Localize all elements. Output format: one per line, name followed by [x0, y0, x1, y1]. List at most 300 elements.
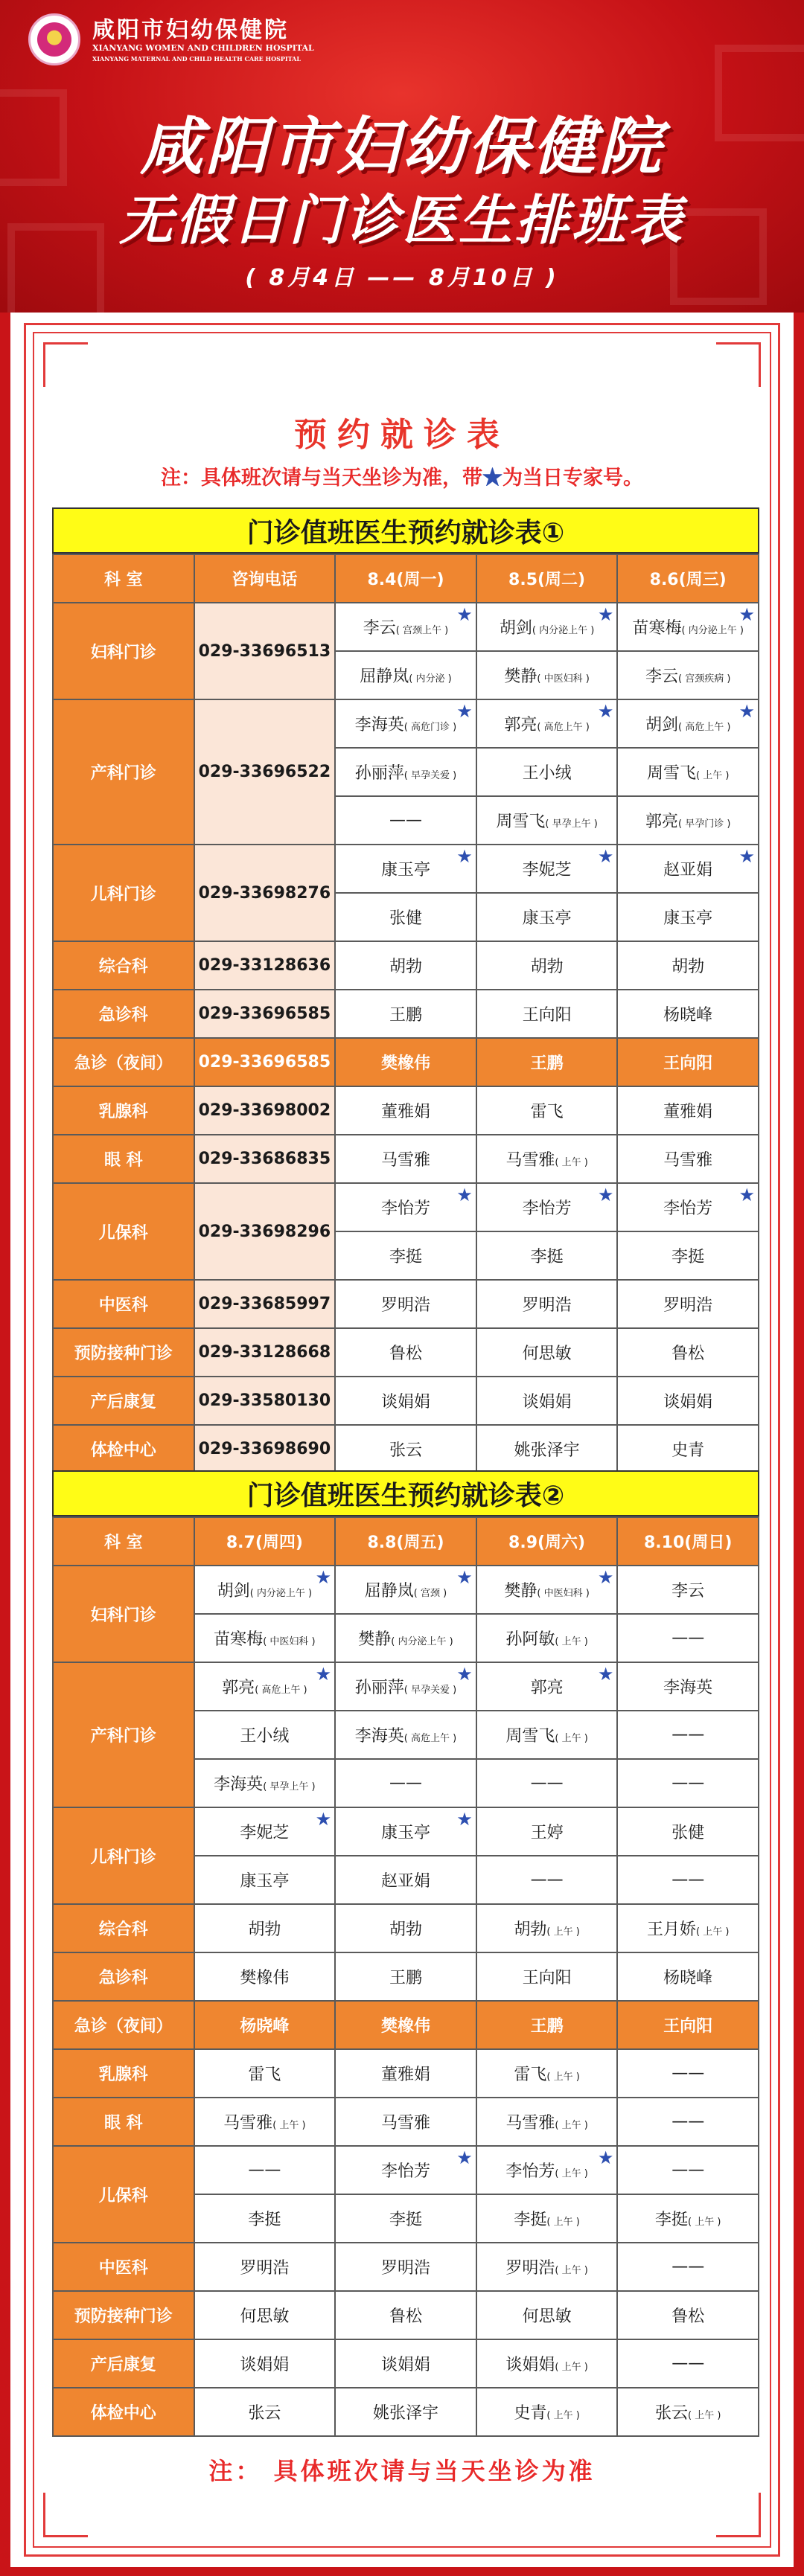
doctor-name: 樊橡伟	[380, 1054, 430, 1073]
doctor-cell	[194, 1711, 336, 1759]
frame-corner	[716, 2493, 761, 2537]
department-cell: 产科门诊	[53, 1662, 194, 1807]
column-header: 科 室	[53, 554, 194, 603]
doctor-cell	[194, 2291, 336, 2339]
doctor-cell	[617, 1086, 759, 1135]
doctor-note: ( 上午 )	[695, 1926, 730, 1938]
doctor-cell	[476, 1566, 618, 1614]
doctor-cell	[476, 1135, 618, 1183]
doctor-cell	[476, 1377, 618, 1425]
doctor-cell	[476, 796, 618, 845]
schedule-grid	[52, 1516, 759, 2437]
doctor-cell	[335, 990, 476, 1038]
doctor-name: 周雪飞	[496, 813, 546, 831]
doctor-name: 胡剑	[217, 1582, 250, 1601]
department-cell: 综合科	[53, 941, 194, 990]
table-row	[53, 1425, 759, 1473]
doctor-name: ——	[530, 1871, 564, 1889]
phone-cell: 029-33686835	[194, 1135, 336, 1183]
doctor-name: 孙丽萍	[354, 764, 404, 783]
department-cell: 体检中心	[53, 1425, 194, 1473]
doctor-name: 雷飞	[514, 2066, 547, 2084]
doctor-name: 屈静岚	[360, 667, 409, 686]
doctor-cell	[194, 1856, 336, 1904]
doctor-cell	[476, 1904, 618, 1952]
hospital-name-cn: 咸阳市妇幼保健院	[92, 17, 289, 43]
hospital-name	[92, 18, 314, 64]
doctor-cell	[476, 1425, 618, 1473]
doctor-cell	[194, 2001, 336, 2049]
doctor-cell	[335, 1662, 476, 1711]
doctor-note: ( 上午 )	[546, 2217, 580, 2228]
doctor-cell	[335, 796, 476, 845]
column-header: 8.5(周二)	[476, 554, 618, 603]
expert-star-icon: ★	[456, 2147, 473, 2168]
doctor-name: 李挺	[389, 1248, 422, 1266]
expert-star-icon: ★	[738, 1185, 755, 1205]
doctor-name: 周雪飞	[646, 764, 696, 783]
doctor-note: ( 上午 )	[546, 1926, 580, 1938]
doctor-name: 李妮芝	[240, 1824, 290, 1842]
doctor-cell	[617, 1711, 759, 1759]
doctor-name: 李挺	[389, 2211, 422, 2229]
doctor-cell	[476, 699, 618, 748]
doctor-cell	[476, 2098, 618, 2146]
phone-cell: 029-33698276	[194, 845, 336, 941]
doctor-name: 谈娟娟	[380, 1393, 430, 1412]
doctor-cell	[335, 2001, 476, 2049]
doctor-name: 王鹏	[389, 1006, 422, 1025]
column-header: 8.9(周六)	[476, 1517, 618, 1566]
department-cell: 产后康复	[53, 2339, 194, 2388]
hospital-name-en: XIANYANG WOMEN AND CHILDREN HOSPITAL	[92, 43, 314, 53]
page-title-2: 无假日门诊医生排班表	[118, 188, 685, 251]
table-row	[53, 2339, 759, 2388]
doctor-name: 王鹏	[530, 1054, 564, 1073]
doctor-cell	[617, 2001, 759, 2049]
phone-cell: 029-33580130	[194, 1377, 336, 1425]
department-cell: 中医科	[53, 2243, 194, 2291]
doctor-name: 李挺	[248, 2211, 281, 2229]
doctor-cell	[335, 1759, 476, 1807]
doctor-name: 马雪雅	[380, 2114, 430, 2133]
doctor-note: ( 中医妇科 )	[537, 673, 590, 685]
doctor-name: 姚张泽宇	[514, 1441, 580, 1460]
doctor-cell	[617, 1566, 759, 1614]
doctor-cell	[476, 651, 618, 699]
doctor-name: 董雅娟	[380, 1103, 430, 1121]
column-header: 8.8(周五)	[335, 1517, 476, 1566]
doctor-name: 康玉亭	[522, 909, 572, 928]
doctor-cell	[476, 2339, 618, 2388]
doctor-cell	[617, 2049, 759, 2098]
doctor-cell	[194, 1807, 336, 1856]
doctor-cell	[476, 2194, 618, 2243]
expert-star-icon: ★	[456, 604, 473, 625]
doctor-cell	[476, 2291, 618, 2339]
doctor-name: ——	[671, 1871, 705, 1889]
hospital-name-en-2: XIANYANG MATERNAL AND CHILD HEALTH CARE HOSPITAL	[92, 55, 301, 63]
doctor-name: 李海英	[663, 1679, 713, 1697]
doctor-cell	[617, 2243, 759, 2291]
table-row	[53, 1807, 759, 1856]
department-cell: 急诊科	[53, 1952, 194, 2001]
doctor-name: 郭亮	[222, 1679, 255, 1697]
doctor-name: 胡勃	[514, 1920, 547, 1939]
star-icon: ★	[482, 467, 502, 490]
doctor-cell	[194, 1566, 336, 1614]
doctor-cell	[476, 1952, 618, 2001]
table-row	[53, 1952, 759, 2001]
department-cell: 急诊（夜间）	[53, 1038, 194, 1086]
phone-cell: 029-33696522	[194, 699, 336, 845]
doctor-name: 张云	[654, 2404, 688, 2423]
doctor-name: 鲁松	[389, 2307, 422, 2326]
table-row	[53, 2049, 759, 2098]
doctor-name: 胡勃	[248, 1920, 281, 1939]
column-header: 8.7(周四)	[194, 1517, 336, 1566]
doctor-cell	[476, 1614, 618, 1662]
doctor-cell	[617, 1377, 759, 1425]
schedule-table-2	[52, 1470, 759, 2437]
doctor-name: 张健	[671, 1824, 705, 1842]
doctor-name: 谈娟娟	[663, 1393, 713, 1412]
doctor-name: 谈娟娟	[505, 2356, 555, 2374]
doctor-cell	[617, 941, 759, 990]
doctor-cell	[617, 1856, 759, 1904]
doctor-name: 张云	[389, 1441, 422, 1460]
doctor-cell	[617, 748, 759, 796]
doctor-cell	[617, 651, 759, 699]
doctor-name: 罗明浩	[380, 1296, 430, 1315]
doctor-cell	[335, 1856, 476, 1904]
doctor-note: ( 早孕关爱 )	[403, 770, 457, 781]
department-cell: 产科门诊	[53, 699, 194, 845]
table-row	[53, 1183, 759, 1231]
doctor-name: 王向阳	[522, 1969, 572, 1987]
phone-cell: 029-33685997	[194, 1280, 336, 1328]
doctor-cell	[476, 1662, 618, 1711]
phone-cell: 029-33128668	[194, 1328, 336, 1377]
doctor-name: 罗明浩	[240, 2259, 290, 2278]
doctor-note: ( 上午 )	[272, 2120, 306, 2131]
doctor-name: 康玉亭	[240, 1872, 290, 1891]
doctor-cell	[194, 1952, 336, 2001]
doctor-cell	[335, 1280, 476, 1328]
doctor-cell	[335, 1377, 476, 1425]
doctor-note: ( 上午 )	[555, 2265, 588, 2276]
doctor-name: 杨晓峰	[663, 1969, 713, 1987]
doctor-cell	[335, 1231, 476, 1280]
table-row	[53, 1280, 759, 1328]
doctor-name: 马雪雅	[505, 2114, 555, 2133]
doctor-name: 李海英	[354, 716, 404, 734]
doctor-name: 董雅娟	[663, 1103, 713, 1121]
doctor-name: 史青	[514, 2404, 547, 2423]
doctor-name: 郭亮	[530, 1679, 564, 1697]
doctor-name: 马雪雅	[380, 1151, 430, 1170]
department-cell: 儿保科	[53, 1183, 194, 1280]
doctor-note: ( 早孕上午 )	[263, 1781, 316, 1792]
doctor-cell	[476, 603, 618, 651]
doctor-note: ( 上午 )	[555, 1636, 588, 1647]
department-cell: 预防接种门诊	[53, 2291, 194, 2339]
doctor-cell	[617, 603, 759, 651]
doctor-cell	[194, 2388, 336, 2436]
doctor-name: 杨晓峰	[663, 1006, 713, 1025]
doctor-name: 胡勃	[389, 1920, 422, 1939]
doctor-cell	[617, 1662, 759, 1711]
table-row	[53, 2146, 759, 2194]
doctor-name: 罗明浩	[505, 2259, 555, 2278]
doctor-name: 李妮芝	[522, 861, 572, 880]
expert-star-icon: ★	[597, 2147, 614, 2168]
doctor-cell	[335, 1183, 476, 1231]
table-row	[53, 845, 759, 893]
doctor-cell	[617, 1904, 759, 1952]
doctor-cell	[194, 1662, 336, 1711]
doctor-cell	[194, 1904, 336, 1952]
doctor-name: 马雪雅	[505, 1151, 555, 1170]
doctor-name: 李云	[363, 619, 396, 638]
doctor-cell	[194, 1759, 336, 1807]
doctor-cell	[476, 1856, 618, 1904]
department-cell: 妇科门诊	[53, 603, 194, 699]
doctor-cell	[476, 1280, 618, 1328]
doctor-name: 樊橡伟	[380, 2017, 430, 2036]
doctor-name: 李挺	[530, 1248, 564, 1266]
doctor-name: 王小绒	[240, 1727, 290, 1746]
expert-star-icon: ★	[597, 701, 614, 722]
doctor-name: 王向阳	[522, 1006, 572, 1025]
doctor-note: ( 上午 )	[555, 2362, 588, 2373]
table-row	[53, 1377, 759, 1425]
doctor-cell	[335, 1328, 476, 1377]
doctor-name: 李怡芳	[663, 1199, 713, 1218]
doctor-cell	[335, 1566, 476, 1614]
doctor-name: 鲁松	[671, 2307, 705, 2326]
note-text-end: 为当日专家号。	[502, 467, 643, 490]
doctor-cell	[335, 748, 476, 796]
doctor-cell	[617, 1807, 759, 1856]
doctor-cell	[617, 1952, 759, 2001]
doctor-name: 李挺	[514, 2211, 547, 2229]
table-row	[53, 2001, 759, 2049]
doctor-name: 康玉亭	[380, 861, 430, 880]
doctor-note: ( 上午 )	[555, 2120, 588, 2131]
frame-corner	[43, 342, 88, 387]
doctor-name: 李海英	[214, 1775, 264, 1794]
column-header: 8.6(周三)	[617, 554, 759, 603]
doctor-cell	[335, 1952, 476, 2001]
doctor-name: 王鹏	[530, 2017, 564, 2036]
expert-star-icon: ★	[597, 846, 614, 867]
department-cell: 儿科门诊	[53, 845, 194, 941]
doctor-cell	[335, 941, 476, 990]
doctor-cell	[335, 2388, 476, 2436]
doctor-name: 雷飞	[530, 1103, 564, 1121]
doctor-note: ( 上午 )	[546, 2410, 580, 2421]
doctor-cell	[335, 1135, 476, 1183]
doctor-cell	[617, 2388, 759, 2436]
doctor-cell	[617, 796, 759, 845]
doctor-note: ( 内分泌 )	[409, 673, 452, 685]
table-row	[53, 941, 759, 990]
doctor-cell	[335, 1086, 476, 1135]
doctor-cell	[617, 1183, 759, 1231]
table-row	[53, 2243, 759, 2291]
doctor-name: ——	[671, 2064, 705, 2083]
doctor-cell	[476, 2388, 618, 2436]
doctor-name: 李怡芳	[380, 2162, 430, 2181]
doctor-cell	[335, 2146, 476, 2194]
doctor-note: ( 宫颈 )	[413, 1588, 447, 1599]
doctor-name: 孙丽萍	[354, 1679, 404, 1697]
doctor-cell	[476, 2001, 618, 2049]
doctor-name: 康玉亭	[663, 909, 713, 928]
doctor-cell	[335, 1807, 476, 1856]
header-row	[53, 554, 759, 603]
doctor-note: ( 上午 )	[687, 2410, 721, 2421]
doctor-cell	[617, 1614, 759, 1662]
doctor-name: ——	[530, 1774, 564, 1792]
doctor-cell	[617, 2339, 759, 2388]
doctor-name: 李云	[671, 1582, 705, 1601]
doctor-name: 樊静	[504, 1582, 537, 1601]
department-cell: 产后康复	[53, 1377, 194, 1425]
department-cell: 体检中心	[53, 2388, 194, 2436]
frame-corner	[716, 342, 761, 387]
table-row	[53, 2388, 759, 2436]
doctor-note: ( 高危上午 )	[537, 722, 590, 733]
doctor-name: 苗寒梅	[214, 1630, 264, 1649]
expert-star-icon: ★	[456, 1809, 473, 1830]
doctor-cell	[194, 1614, 336, 1662]
doctor-name: 李挺	[671, 1248, 705, 1266]
doctor-name: ——	[389, 811, 422, 830]
doctor-name: 马雪雅	[223, 2114, 273, 2133]
doctor-cell	[335, 2243, 476, 2291]
expert-star-icon: ★	[456, 1664, 473, 1685]
doctor-cell	[335, 699, 476, 748]
table-row	[53, 1328, 759, 1377]
schedule-note	[10, 461, 794, 490]
doctor-cell	[335, 2098, 476, 2146]
doctor-name: ——	[671, 1774, 705, 1792]
doctor-cell	[476, 1807, 618, 1856]
table-row	[53, 1038, 759, 1086]
doctor-cell	[617, 2194, 759, 2243]
doctor-cell	[335, 603, 476, 651]
doctor-name: 李云	[645, 667, 678, 686]
doctor-name: 史青	[671, 1441, 705, 1460]
expert-star-icon: ★	[597, 1567, 614, 1588]
doctor-name: 樊静	[358, 1630, 392, 1649]
doctor-name: 董雅娟	[380, 2066, 430, 2084]
department-cell: 妇科门诊	[53, 1566, 194, 1662]
doctor-note: ( 上午 )	[695, 770, 730, 781]
doctor-name: 马雪雅	[663, 1151, 713, 1170]
bottom-note: 注： 具体班次请与当天坐诊为准	[208, 2457, 596, 2485]
schedule-paper	[10, 313, 794, 2567]
doctor-note: ( 早孕上午 )	[545, 818, 598, 830]
doctor-note: ( 高危上午 )	[403, 1733, 457, 1744]
phone-cell: 029-33698002	[194, 1086, 336, 1135]
doctor-name: ——	[671, 2161, 705, 2179]
doctor-name: 鲁松	[671, 1345, 705, 1363]
department-cell: 儿科门诊	[53, 1807, 194, 1904]
doctor-name: 谈娟娟	[522, 1393, 572, 1412]
phone-cell: 029-33128636	[194, 941, 336, 990]
doctor-cell	[617, 1328, 759, 1377]
doctor-cell	[476, 893, 618, 941]
expert-star-icon: ★	[738, 701, 755, 722]
doctor-cell	[476, 1183, 618, 1231]
doctor-cell	[476, 1038, 618, 1086]
doctor-note: ( 上午 )	[555, 1157, 588, 1168]
department-cell: 中医科	[53, 1280, 194, 1328]
phone-cell: 029-33698690	[194, 1425, 336, 1473]
doctor-cell	[476, 1231, 618, 1280]
doctor-cell	[617, 2146, 759, 2194]
department-cell: 乳腺科	[53, 1086, 194, 1135]
doctor-note: ( 宫颈上午 )	[395, 625, 449, 636]
doctor-cell	[335, 2049, 476, 2098]
doctor-cell	[617, 845, 759, 893]
doctor-name: 胡勃	[389, 958, 422, 976]
doctor-note: ( 上午 )	[687, 2217, 721, 2228]
page-title: 咸阳市妇幼保健院	[139, 109, 664, 183]
doctor-name: 周雪飞	[505, 1727, 555, 1746]
doctor-cell	[194, 2243, 336, 2291]
doctor-name: 何思敏	[240, 2307, 290, 2326]
doctor-cell	[617, 1759, 759, 1807]
doctor-name: 赵亚娟	[663, 861, 713, 880]
phone-cell: 029-33696585	[194, 990, 336, 1038]
doctor-cell	[476, 990, 618, 1038]
doctor-note: ( 高危上午 )	[677, 722, 731, 733]
phone-cell: 029-33696585	[194, 1038, 336, 1086]
table-row	[53, 1662, 759, 1711]
doctor-name: 李怡芳	[505, 2162, 555, 2181]
doctor-cell	[476, 845, 618, 893]
doctor-cell	[617, 699, 759, 748]
hospital-logo-icon	[28, 13, 80, 65]
doctor-note: ( 高危上午 )	[255, 1685, 307, 1696]
doctor-name: ——	[389, 1774, 422, 1792]
doctor-name: 罗明浩	[663, 1296, 713, 1315]
frame-corner	[43, 2493, 88, 2537]
doctor-note: ( 早孕门诊 )	[677, 818, 731, 830]
schedule-grid	[52, 554, 759, 1474]
doctor-name: 谈娟娟	[380, 2356, 430, 2374]
doctor-cell	[476, 1328, 618, 1377]
doctor-cell	[617, 2098, 759, 2146]
doctor-name: 李挺	[654, 2211, 688, 2229]
header-banner	[0, 0, 804, 313]
doctor-name: 李海英	[354, 1727, 404, 1746]
phone-cell: 029-33698296	[194, 1183, 336, 1280]
schedule-subtitle: 预约就诊表	[294, 416, 510, 454]
doctor-note: ( 中医妇科 )	[263, 1636, 316, 1647]
column-header: 8.4(周一)	[335, 554, 476, 603]
table-row	[53, 2098, 759, 2146]
doctor-name: 孙阿敏	[505, 1630, 555, 1649]
expert-star-icon: ★	[597, 1185, 614, 1205]
doctor-cell	[194, 2146, 336, 2194]
doctor-name: 苗寒梅	[632, 619, 682, 638]
doctor-name: 李怡芳	[380, 1199, 430, 1218]
